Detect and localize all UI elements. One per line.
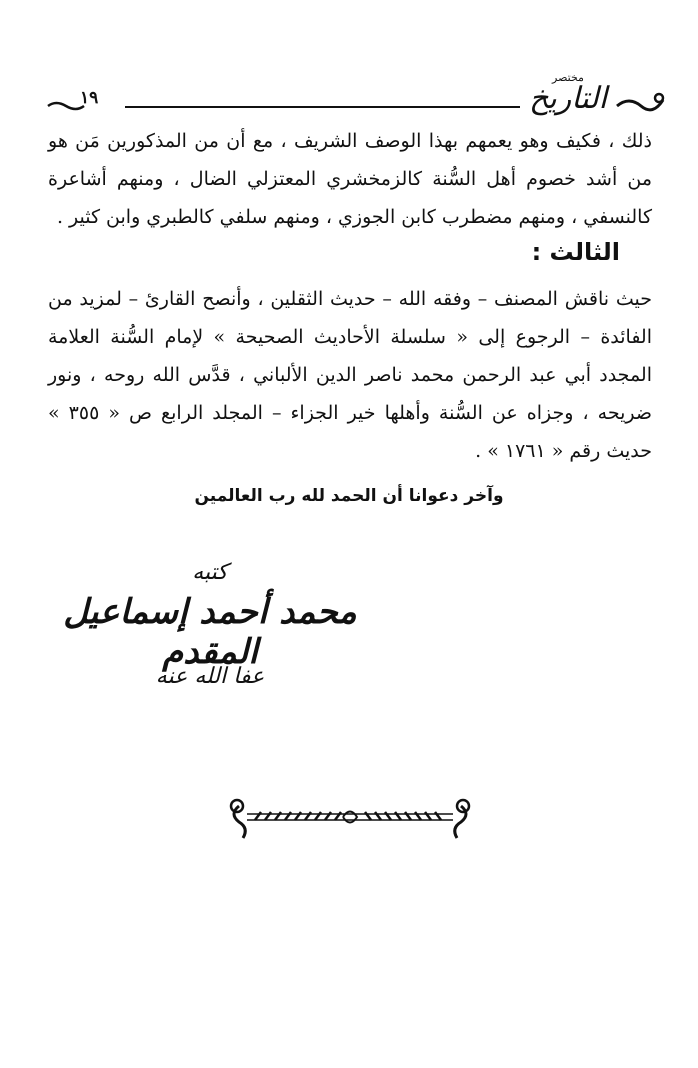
signature-name: محمد أحمد إسماعيل المقدم — [63, 592, 357, 672]
end-ornament-icon — [225, 792, 475, 844]
title-crown: مختصر — [552, 71, 584, 84]
running-title — [518, 72, 618, 114]
closing-supplication: وآخر دعوانا أن الحمد لله رب العالمين — [194, 486, 504, 506]
header-rule — [125, 106, 520, 108]
signature-kataba: كتبه — [192, 560, 228, 585]
paragraph-2-text: حيث ناقش المصنف – وفقه الله – حديث الثقلين ، وأنصح القارئ – لمزيد من الفائدة – الرجوع إلى « سلسلة الأحاديث الصحيحة » لإمام السُّنة العلامة المجدد أبي عبد الرحمن محمد ناصر الدين الألباني ، قدَّس الله روحه ، ونور ضريحه ، وجزاه عن السُّنة وأهلها خير الجزاء – المجلد الرابع ص « ٣٥٥ » حديث رقم « ١٧٦١ » . — [48, 288, 652, 462]
paragraph-2 — [48, 280, 652, 470]
running-title-text: التاريخ — [529, 81, 607, 116]
signature-prayer: عفا الله عنه — [155, 664, 265, 689]
paragraph-1 — [48, 122, 652, 236]
section-heading-third: الثالث : — [531, 238, 620, 266]
paragraph-1-text: ذلك ، فكيف وهو يعمهم بهذا الوصف الشريف ، مع أن من المذكورين مَن هو من أشد خصوم أهل السُّنة كالزمخشري المعتزلي الضال ، ومنهم أشاعرة كالنسفي ، ومنهم مضطرب كابن الجوزي ، ومنهم سلفي كالطبري وابن كثير . — [48, 130, 652, 228]
page-header — [40, 70, 660, 118]
page-number: ١٩ — [80, 88, 99, 108]
page-number-swash-icon — [46, 100, 86, 112]
calligraphic-flourish-icon — [615, 88, 665, 114]
